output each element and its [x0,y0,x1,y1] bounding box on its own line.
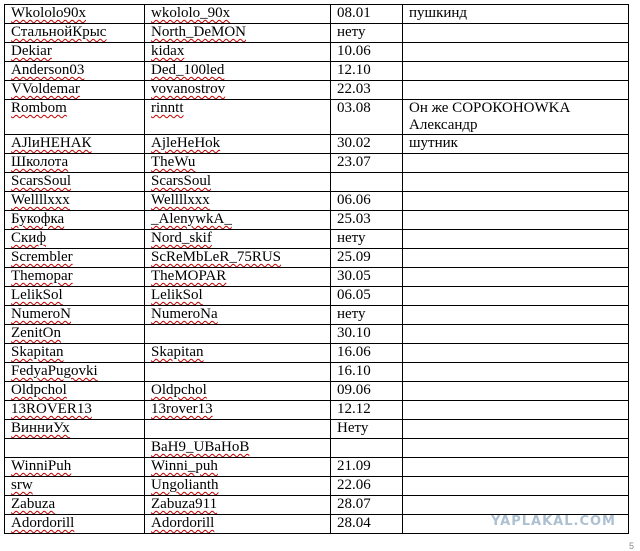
login-cell [145,439,331,458]
nickname-text: ScarsSoul [11,173,71,189]
login-text: _AlenywkA_ [151,211,232,227]
table-row [5,458,629,477]
birthday-text: нету [337,306,366,322]
birthday-text: 09.06 [337,382,371,398]
note-cell [403,230,629,249]
nickname-text: Dekiar [11,43,52,59]
nickname-text: ВинниУх [11,420,70,436]
table-row [5,154,629,173]
table-body [5,5,629,534]
login-cell [145,135,331,154]
login-text: wkololo_90x [151,5,231,21]
birthday-cell [331,439,403,458]
birthday-cell [331,344,403,363]
birthday-cell [331,24,403,43]
note-cell [403,173,629,192]
table-row [5,43,629,62]
note-cell [403,5,629,24]
nickname-text: Scrembler [11,249,73,265]
login-text: ScReMbLeR_75RUS [151,249,282,265]
nickname-cell [5,230,145,249]
note-cell [403,211,629,230]
table-row [5,5,629,24]
birthday-cell [331,249,403,268]
table-row [5,192,629,211]
note-text: пушкинд [409,5,468,21]
birthday-text: 25.03 [337,211,371,227]
birthday-text: 16.10 [337,363,371,379]
nickname-cell [5,458,145,477]
table-row [5,62,629,81]
login-text: TheMOPAR [151,268,227,284]
birthday-cell [331,62,403,81]
login-text: Adordorill [151,515,215,531]
login-text: NumeroNa [151,306,218,322]
birthday-text: 08.01 [337,5,371,21]
birthday-cell [331,211,403,230]
note-cell [403,62,629,81]
login-cell [145,458,331,477]
nickname-cell [5,325,145,344]
birthday-cell [331,192,403,211]
login-text: Ungolianth [151,477,219,493]
nickname-cell [5,477,145,496]
login-text: TheWu [151,154,196,170]
birthday-text: 22.06 [337,477,371,493]
login-cell [145,325,331,344]
nickname-text: srw [11,477,33,493]
birthday-cell [331,230,403,249]
birthday-text: 06.06 [337,192,371,208]
login-cell [145,306,331,325]
birthday-text: нету [337,230,366,246]
nickname-text: ZenitOn [11,325,61,341]
nickname-cell [5,43,145,62]
nickname-cell [5,62,145,81]
note-cell [403,24,629,43]
nickname-text: Anderson03 [11,62,85,78]
table-row [5,249,629,268]
nickname-cell [5,249,145,268]
table-row [5,287,629,306]
table-row [5,306,629,325]
nickname-cell [5,211,145,230]
table-row [5,477,629,496]
nickname-text: Zabuza [11,496,56,512]
nickname-cell [5,306,145,325]
note-cell [403,382,629,401]
birthday-cell [331,306,403,325]
note-cell [403,249,629,268]
birthday-text: 16.06 [337,344,371,360]
birthday-text: 21.09 [337,458,371,474]
login-cell [145,496,331,515]
login-cell [145,173,331,192]
nickname-cell [5,420,145,439]
note-cell [403,344,629,363]
note-cell [403,496,629,515]
table-row [5,420,629,439]
birthday-text: Нету [337,420,369,436]
note-cell [403,306,629,325]
birthday-text: 30.10 [337,325,371,341]
nickname-text: WinniPuh [11,458,72,474]
nickname-cell [5,287,145,306]
nickname-cell [5,24,145,43]
login-cell [145,154,331,173]
login-text: vovanostrov [151,81,226,97]
table-row [5,24,629,43]
birthday-cell [331,43,403,62]
birthday-cell [331,382,403,401]
nickname-cell [5,100,145,135]
birthday-text: 03.08 [337,100,371,116]
nickname-text: Themopar [11,268,73,284]
nickname-cell [5,268,145,287]
nickname-cell [5,154,145,173]
note-cell [403,43,629,62]
note-cell [403,420,629,439]
table-row [5,100,629,135]
nickname-text: Rombom [11,100,67,116]
table-row [5,230,629,249]
note-cell [403,401,629,420]
site-watermark: YAPLAKAL.COM [491,514,616,529]
note-cell [403,268,629,287]
login-cell [145,43,331,62]
nickname-text: Skapitan [11,344,64,360]
nickname-text: АJlиНЕНАК [11,135,92,151]
note-cell [403,325,629,344]
login-cell [145,62,331,81]
table-row [5,211,629,230]
nickname-text: СтальнойКрыс [11,24,107,40]
note-text: Он же СОРОКОНОWKA Александр [409,100,570,133]
birthday-text: 06.05 [337,287,371,303]
login-text: kidax [151,43,185,59]
table-row [5,268,629,287]
birthday-cell [331,458,403,477]
note-cell [403,100,629,135]
birthday-text: 28.07 [337,496,371,512]
birthday-text: 30.02 [337,135,371,151]
login-text: rinntt [151,100,184,116]
nickname-cell [5,496,145,515]
login-cell [145,81,331,100]
nickname-cell [5,5,145,24]
note-cell [403,439,629,458]
login-cell [145,249,331,268]
birthday-cell [331,363,403,382]
note-cell [403,135,629,154]
birthday-text: 12.10 [337,62,371,78]
login-cell [145,344,331,363]
login-text: LelikSol [151,287,203,303]
login-cell [145,382,331,401]
birthday-text: 28.04 [337,515,371,531]
login-cell [145,268,331,287]
birthday-text: 23.07 [337,154,371,170]
note-text: шутник [409,135,458,151]
birthday-text: 10.06 [337,43,371,59]
note-cell [403,477,629,496]
note-cell [403,192,629,211]
birthday-cell [331,154,403,173]
table-row [5,325,629,344]
document-page [4,4,629,534]
login-cell [145,211,331,230]
birthday-text: 30.05 [337,268,371,284]
note-cell [403,363,629,382]
login-cell [145,477,331,496]
login-text: AjleHeHok [151,135,221,151]
nickname-cell [5,81,145,100]
nickname-cell [5,344,145,363]
birthday-cell [331,81,403,100]
page-number: 5 [628,541,634,551]
login-text: BaH9_UBaHoB [151,439,250,455]
birthday-text: нету [337,24,366,40]
table-row [5,439,629,458]
nickname-cell [5,401,145,420]
birthday-text: 22.03 [337,81,371,97]
birthday-cell [331,401,403,420]
table-row [5,401,629,420]
birthday-cell [331,496,403,515]
nickname-cell [5,363,145,382]
login-cell [145,230,331,249]
nickname-text: Adordorill [11,515,75,531]
login-cell [145,401,331,420]
login-text: Winni_puh [151,458,218,474]
birthday-cell [331,173,403,192]
login-cell [145,192,331,211]
birthday-cell [331,515,403,534]
nickname-text: Oldpchol [11,382,67,398]
nickname-cell [5,439,145,458]
nickname-text: Букофка [11,211,65,227]
nickname-text: Wkololo90x [11,5,86,21]
nickname-table [4,4,629,534]
birthday-cell [331,268,403,287]
note-cell [403,154,629,173]
nickname-cell [5,515,145,534]
login-cell [145,363,331,382]
birthday-cell [331,5,403,24]
login-text: Oldpchol [151,382,207,398]
birthday-cell [331,325,403,344]
table-row [5,496,629,515]
birthday-cell [331,477,403,496]
nickname-cell [5,382,145,401]
table-row [5,363,629,382]
birthday-cell [331,420,403,439]
nickname-text: Wellllxxx [11,192,70,208]
nickname-cell [5,173,145,192]
nickname-text: NumeroN [11,306,71,322]
nickname-text: LelikSol [11,287,63,303]
birthday-cell [331,287,403,306]
table-row [5,135,629,154]
login-text: Zabuza911 [151,496,218,512]
note-cell [403,287,629,306]
table-row [5,344,629,363]
nickname-text: VVoldemar [11,81,80,97]
birthday-cell [331,100,403,135]
login-text: Ded_100led [151,62,225,78]
nickname-text: 13ROVER13 [11,401,92,417]
nickname-cell [5,135,145,154]
login-cell [145,287,331,306]
login-cell [145,100,331,135]
login-text: 13rover13 [151,401,213,417]
nickname-text: FedyaPugovki [11,363,98,379]
login-cell [145,515,331,534]
nickname-text: Школота [11,154,69,170]
table-row [5,81,629,100]
login-text: ScarsSoul [151,173,211,189]
login-text: Nord_skif [151,230,212,246]
note-cell [403,458,629,477]
login-cell [145,420,331,439]
birthday-text: 25.09 [337,249,371,265]
birthday-text: 12.12 [337,401,371,417]
login-cell [145,24,331,43]
table-row [5,173,629,192]
login-text: Skapitan [151,344,204,360]
table-row [5,382,629,401]
birthday-cell [331,135,403,154]
login-cell [145,5,331,24]
login-text: Wellllxxx [151,192,210,208]
nickname-text: Скиф [11,230,47,246]
nickname-cell [5,192,145,211]
login-text: North_DeMON [151,24,246,40]
note-cell [403,81,629,100]
